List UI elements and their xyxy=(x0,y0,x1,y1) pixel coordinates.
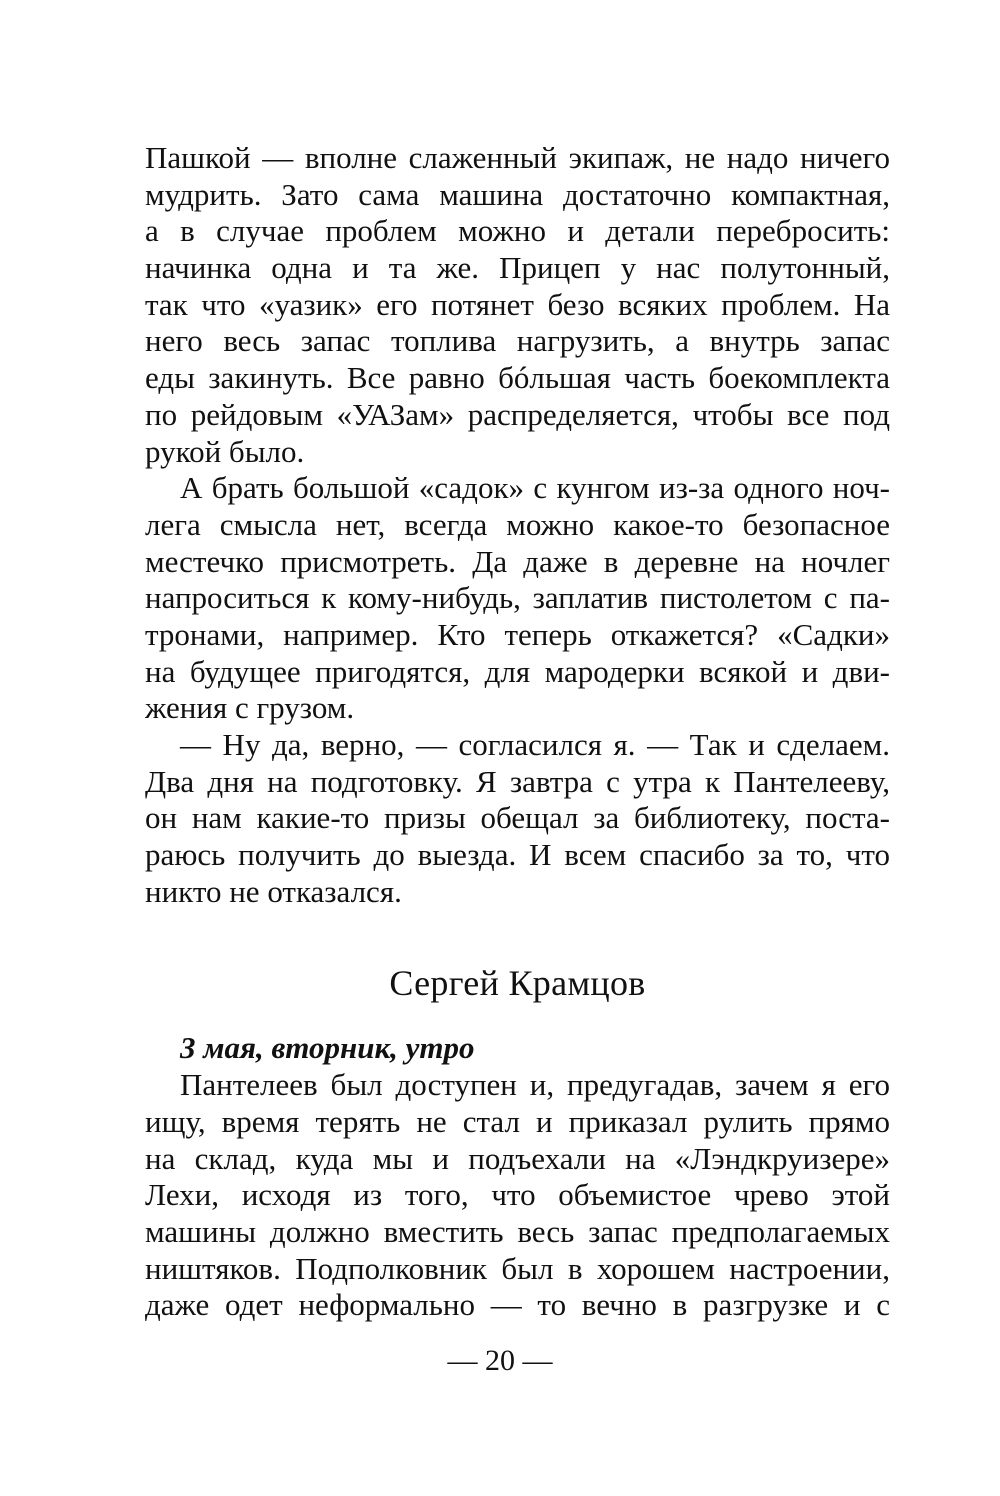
text-line: еды закинуть. Все равно бóльшая часть боекомплекта xyxy=(145,360,890,396)
page-body xyxy=(145,140,890,1324)
text-line: на склад, куда мы и подъехали на «Лэндкруизере» xyxy=(145,1140,890,1176)
text-line: местечко присмотреть. Да даже в деревне на ночлег xyxy=(145,543,890,579)
text-line: никто не отказался. xyxy=(145,873,402,909)
text-line: даже одет неформально — то вечно в разгрузке и с xyxy=(145,1287,890,1323)
text-line: раюсь получить до выезда. И всем спасибо за то, что xyxy=(145,837,890,873)
text-line: мудрить. Зато сама машина достаточно компактная, xyxy=(145,176,890,212)
paragraph xyxy=(145,727,890,910)
text-line: него весь запас топлива нагрузить, а внутрь запас xyxy=(145,323,890,359)
text-line: лега смысла нет, всегда можно какое-то безопасное xyxy=(145,506,890,542)
chapter-dateline: 3 мая, вторник, утро xyxy=(180,1030,475,1066)
text-line: он нам какие-то призы обещал за библиотеку, поста- xyxy=(145,800,890,836)
text-line: ищу, время терять не стал и приказал рулить прямо xyxy=(145,1103,890,1139)
text-line: — Ну да, верно, — согласился я. — Так и сделаем. xyxy=(180,727,890,762)
paragraph xyxy=(145,140,890,470)
text-line: ништяков. Подполковник был в хорошем настроении, xyxy=(145,1250,890,1286)
paragraph xyxy=(145,1067,890,1324)
page-number: — 20 — xyxy=(447,1344,553,1377)
text-line: А брать большой «садок» с кунгом из-за одного ноч- xyxy=(180,470,890,506)
text-line: начинка одна и та же. Прицеп у нас полутонный, xyxy=(145,250,890,286)
text-line: тронами, например. Кто теперь откажется? «Садки» xyxy=(145,616,890,652)
text-line: жения с грузом. xyxy=(145,690,355,726)
text-line: по рейдовым «УАЗам» распределяется, чтобы все под xyxy=(145,396,890,432)
text-line: Лехи, исходя из того, что объемистое чрево этой xyxy=(145,1177,890,1213)
paragraph xyxy=(145,470,890,727)
text-line: так что «уазик» его потянет безо всяких проблем. На xyxy=(145,286,890,322)
text-line: Два дня на подготовку. Я завтра с утра к Пантелееву, xyxy=(145,763,890,799)
text-line: на будущее пригодятся, для мародерки всякой и дви- xyxy=(145,653,890,689)
text-line: машины должно вместить весь запас предполагаемых xyxy=(145,1213,890,1249)
text-line: напроситься к кому-нибудь, заплатив пистолетом с па- xyxy=(145,580,890,616)
text-line: Пантелеев был доступен и, предугадав, зачем я его xyxy=(180,1067,890,1103)
text-line: рукой было. xyxy=(145,433,305,469)
text-line: Пашкой — вполне слаженный экипаж, не надо ничего xyxy=(145,140,890,175)
chapter-title: Сергей Крамцов xyxy=(389,963,646,1004)
text-line: а в случае проблем можно и детали перебросить: xyxy=(145,213,890,249)
